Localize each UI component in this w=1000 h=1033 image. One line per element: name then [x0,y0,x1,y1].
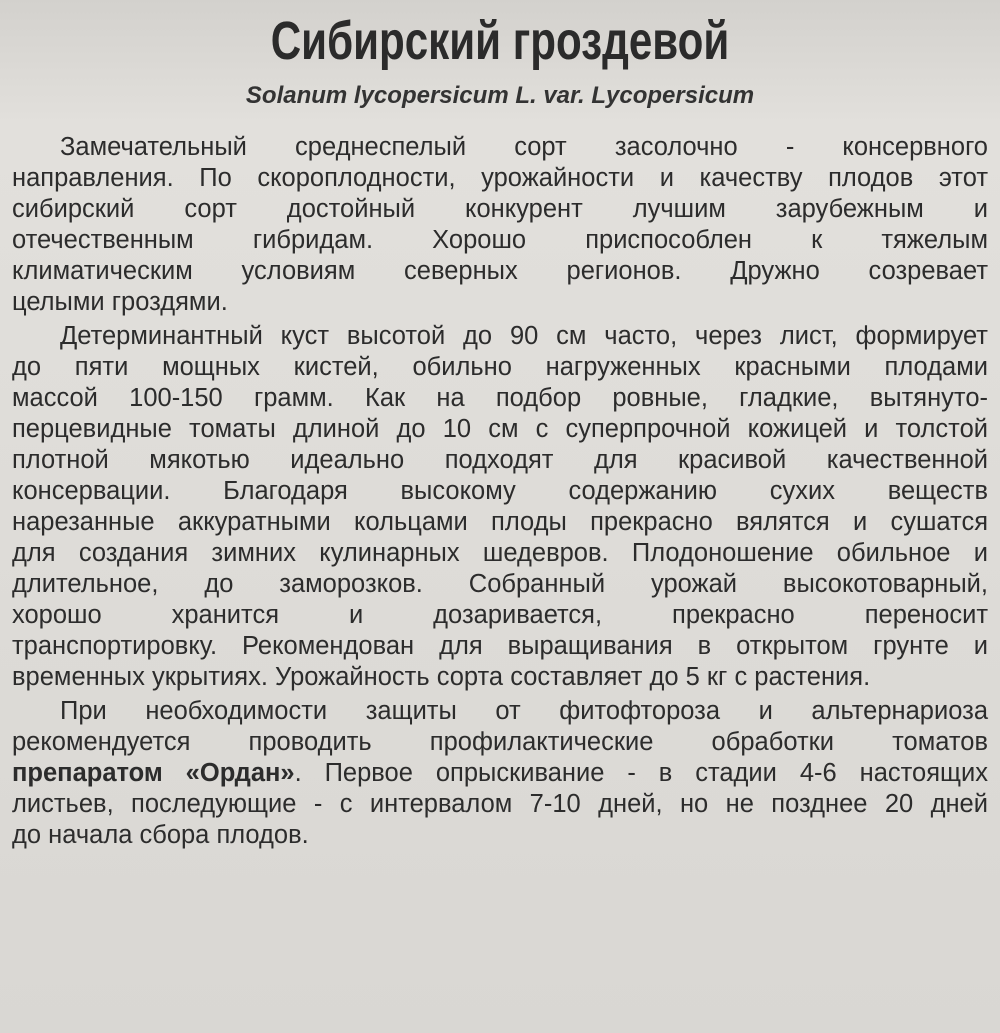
text-line: отечественным гибридам. Хорошо приспособлен к тяжелым [12,226,988,254]
text-line: При необходимости защиты от фитофтороза и альтернариоза [60,697,988,725]
text-line: до начала сбора плодов. [12,821,309,849]
text-line-with-product [12,758,988,789]
text-line: климатическим условиям северных регионов. Дружно созревает [12,257,988,285]
variety-title: Сибирский гроздевой [270,11,730,71]
text-line: для создания зимних кулинарных шедевров. Плодоношение обильное и [12,539,988,567]
seed-packet-description [12,0,988,1033]
paragraph-2 [12,321,988,693]
text-after-product: . Первое опрыскивание - в стадии 4-6 настоящих [294,759,988,787]
text-line: плотной мякотью идеально подходят для красивой качественной [12,446,988,474]
text-line: сибирский сорт достойный конкурент лучшим зарубежным и [12,195,988,223]
text-line: листьев, последующие - с интервалом 7-10 дней, но не позднее 20 дней [12,790,988,818]
text-line: хорошо хранится и дозаривается, прекрасно переносит [12,601,988,629]
text-line: целыми гроздями. [12,288,228,316]
text-line: нарезанные аккуратными кольцами плоды прекрасно вялятся и сушатся [12,508,988,536]
paragraph-1 [12,132,988,318]
text-line: консервации. Благодаря высокому содержанию сухих веществ [12,477,988,505]
text-line: транспортировку. Рекомендован для выращивания в открытом грунте и [12,632,988,660]
latin-name: Solanum lycopersicum L. var. Lycopersicum [245,82,755,109]
text-line: Детерминантный куст высотой до 90 см часто, через лист, формирует [60,322,988,350]
text-line: до пяти мощных кистей, обильно нагруженных красными плодами [12,353,988,381]
text-line: временных укрытиях. Урожайность сорта составляет до 5 кг с растения. [12,663,871,691]
text-line: Замечательный среднеспелый сорт засолочно - консервного [60,133,988,161]
paragraph-3 [12,696,988,851]
text-line: перцевидные томаты длиной до 10 см с суперпрочной кожицей и толстой [12,415,988,443]
text-line: массой 100-150 грамм. Как на подбор ровные, гладкие, вытянуто- [12,384,988,412]
text-line: длительное, до заморозков. Собранный урожай высокотоварный, [12,570,988,598]
text-line: рекомендуется проводить профилактические обработки томатов [12,728,988,756]
text-line: направления. По скороплодности, урожайности и качеству плодов этот [12,164,988,192]
product-name: препаратом «Ордан» [12,759,295,787]
